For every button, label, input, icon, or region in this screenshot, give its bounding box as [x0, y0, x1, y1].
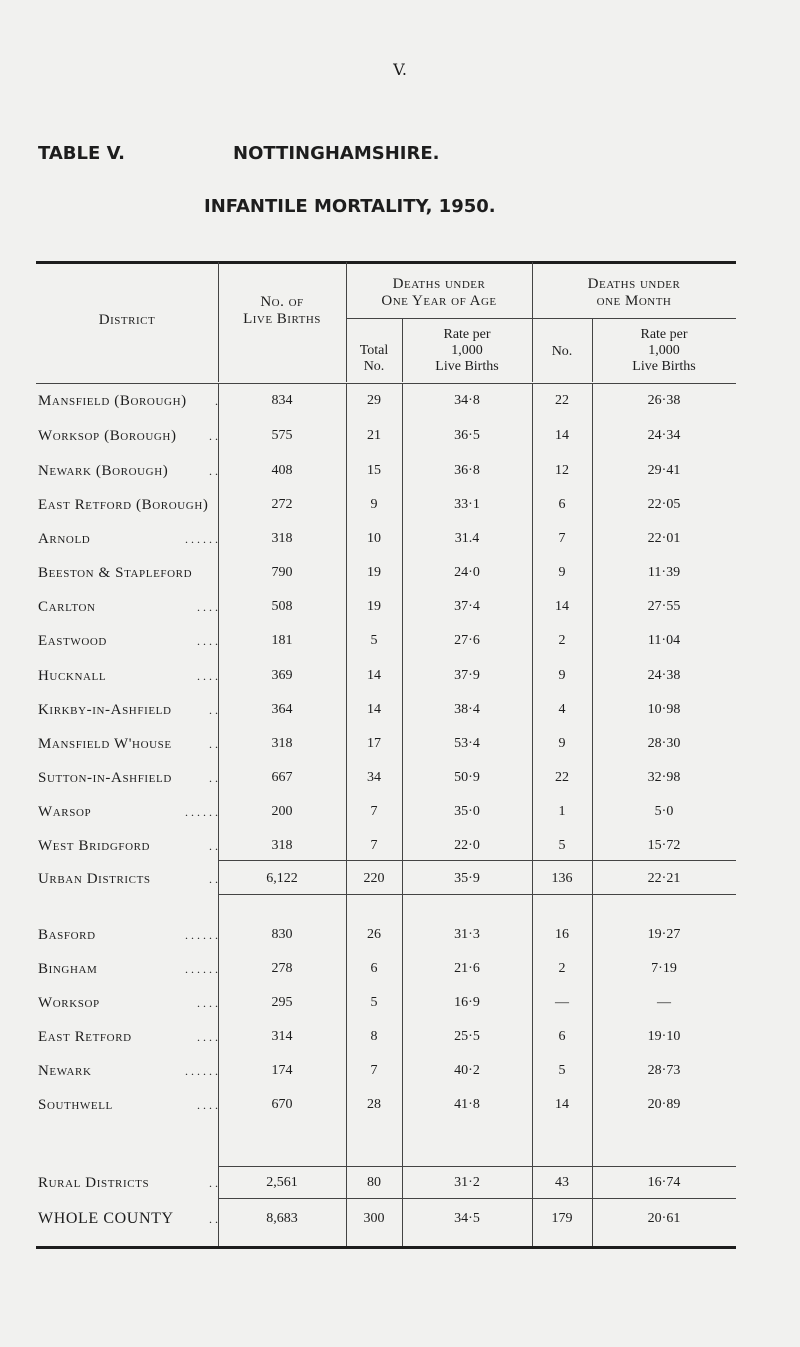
live-births: 834 — [271, 393, 293, 408]
deaths-month-rate: 32·98 — [647, 770, 681, 785]
deaths-month-rate: 11·04 — [647, 633, 681, 648]
live-births: 278 — [271, 961, 293, 976]
live-births: 314 — [271, 1029, 293, 1044]
deaths-month-rate: 19·27 — [647, 927, 681, 942]
deaths-month-no: 12 — [555, 463, 569, 478]
deaths-year-rate: 37·9 — [454, 668, 480, 683]
header-deaths-under-one-month: Deaths under one Month — [587, 276, 681, 309]
deaths-month-no: 7 — [558, 531, 566, 546]
leader-dots: . . — [209, 872, 218, 886]
deaths-year-rate: 34·5 — [454, 1211, 480, 1226]
county-title: NOTTINGHAMSHIRE. — [233, 143, 440, 164]
header-total-no: Total No. — [359, 343, 389, 374]
deaths-month-rate: 19·10 — [647, 1029, 681, 1044]
header-subgroup-rule — [346, 318, 736, 319]
live-births: 318 — [271, 838, 293, 853]
district-name: Kirkby-in-Ashfield — [38, 702, 172, 718]
deaths-year-rate: 36·8 — [454, 463, 480, 478]
deaths-year-total: 5 — [370, 995, 378, 1010]
deaths-year-total: 28 — [367, 1097, 381, 1112]
deaths-year-total: 8 — [370, 1029, 378, 1044]
table-row — [36, 1059, 736, 1083]
subtotal-row — [36, 1171, 736, 1195]
district-name: Urban Districts — [38, 871, 151, 887]
table-row — [36, 459, 736, 483]
deaths-year-rate: 21·6 — [454, 961, 480, 976]
deaths-year-rate: 40·2 — [454, 1063, 480, 1078]
district-name: Basford — [38, 927, 96, 943]
deaths-month-rate: 10·98 — [647, 702, 681, 717]
leader-dots: . . . . — [197, 1098, 218, 1112]
deaths-year-total: 17 — [367, 736, 381, 751]
table-subtitle: INFANTILE MORTALITY, 1950. — [204, 196, 496, 217]
district-name: Mansfield W'house — [38, 736, 172, 752]
live-births: 8,683 — [266, 1211, 298, 1226]
district-name: Southwell — [38, 1097, 113, 1113]
deaths-year-rate: 31·3 — [454, 927, 480, 942]
district-name: East Retford — [38, 1029, 132, 1045]
header-live-births: No. of Live Births — [243, 294, 321, 327]
live-births: 200 — [271, 804, 293, 819]
district-name: East Retford (Borough) — [38, 497, 209, 513]
district-name: Newark (Borough) — [38, 463, 169, 479]
leader-dots: . . — [209, 1176, 218, 1190]
deaths-year-total: 15 — [367, 463, 381, 478]
leader-dots: . . . . — [197, 996, 218, 1010]
table-row — [36, 1093, 736, 1117]
deaths-month-no: 1 — [558, 804, 566, 819]
deaths-month-no: 22 — [555, 393, 569, 408]
deaths-month-no: 2 — [558, 633, 566, 648]
district-name: Eastwood — [38, 633, 107, 649]
district-name: Newark — [38, 1063, 92, 1079]
deaths-month-no: 136 — [551, 871, 573, 886]
live-births: 508 — [271, 599, 293, 614]
deaths-year-rate: 36·5 — [454, 428, 480, 443]
leader-dots: . . — [209, 771, 218, 785]
leader-dots: . . — [209, 1212, 218, 1226]
deaths-year-total: 7 — [370, 1063, 378, 1078]
deaths-year-rate: 37·4 — [454, 599, 480, 614]
total-row — [36, 1207, 736, 1231]
table-row — [36, 389, 736, 413]
deaths-year-rate: 35·9 — [454, 871, 480, 886]
header-district: District — [98, 312, 156, 328]
district-name: Beeston & Stapleford — [38, 565, 193, 581]
table-row — [36, 766, 736, 790]
deaths-year-rate: 41·8 — [454, 1097, 480, 1112]
deaths-month-rate: 5·0 — [654, 804, 674, 819]
live-births: 408 — [271, 463, 293, 478]
deaths-year-rate: 53·4 — [454, 736, 480, 751]
deaths-month-no: 5 — [558, 1063, 566, 1078]
leader-dots: . . — [209, 737, 218, 751]
header-deaths-under-one-year: Deaths under One Year of Age — [381, 276, 497, 309]
deaths-month-rate: 24·38 — [647, 668, 681, 683]
deaths-year-total: 300 — [363, 1211, 385, 1226]
deaths-year-total: 34 — [367, 770, 381, 785]
deaths-month-no: 9 — [558, 668, 566, 683]
table-row — [36, 493, 736, 517]
leader-dots: . . . . — [197, 600, 218, 614]
deaths-year-rate: 33·1 — [454, 497, 480, 512]
deaths-year-rate: 34·8 — [454, 393, 480, 408]
deaths-year-total: 14 — [367, 702, 381, 717]
district-name: Worksop — [38, 995, 100, 1011]
leader-dots: . . . . . . — [185, 928, 218, 942]
live-births: 2,561 — [266, 1175, 298, 1190]
district-name: WHOLE COUNTY — [38, 1210, 174, 1227]
district-name: Warsop — [38, 804, 92, 820]
deaths-year-total: 80 — [367, 1175, 381, 1190]
subtotal-rule — [218, 894, 736, 895]
deaths-month-no: 43 — [555, 1175, 569, 1190]
deaths-month-no: 14 — [555, 599, 569, 614]
table-row — [36, 957, 736, 981]
deaths-month-rate: 11·39 — [647, 565, 681, 580]
table-row — [36, 800, 736, 824]
leader-dots: . — [215, 394, 218, 408]
district-name: Arnold — [38, 531, 91, 547]
deaths-year-rate: 25·5 — [454, 1029, 480, 1044]
deaths-month-no: 179 — [551, 1211, 573, 1226]
table-row — [36, 923, 736, 947]
district-name: Sutton-in-Ashfield — [38, 770, 172, 786]
live-births: 318 — [271, 736, 293, 751]
district-name: Carlton — [38, 599, 96, 615]
deaths-month-rate: 22·21 — [647, 871, 681, 886]
table-row — [36, 561, 736, 585]
table-row — [36, 527, 736, 551]
live-births: 295 — [271, 995, 293, 1010]
deaths-month-rate: 20·89 — [647, 1097, 681, 1112]
leader-dots: . . . . . . — [185, 805, 218, 819]
deaths-month-no: 22 — [555, 770, 569, 785]
live-births: 174 — [271, 1063, 293, 1078]
deaths-month-no: 9 — [558, 736, 566, 751]
deaths-month-no: 4 — [558, 702, 566, 717]
deaths-month-rate: 7·19 — [651, 961, 677, 976]
leader-dots: . . — [209, 429, 218, 443]
live-births: 6,122 — [266, 871, 298, 886]
deaths-year-rate: 35·0 — [454, 804, 480, 819]
table-row — [36, 834, 736, 858]
deaths-month-rate: 22·01 — [647, 531, 681, 546]
live-births: 830 — [271, 927, 293, 942]
deaths-year-rate: 31.4 — [454, 531, 480, 546]
deaths-year-total: 6 — [370, 961, 378, 976]
deaths-month-no: 6 — [558, 497, 566, 512]
deaths-year-total: 21 — [367, 428, 381, 443]
deaths-month-rate: 26·38 — [647, 393, 681, 408]
table-row — [36, 1025, 736, 1049]
deaths-year-total: 26 — [367, 927, 381, 942]
district-name: Hucknall — [38, 668, 107, 684]
live-births: 369 — [271, 668, 293, 683]
district-name: West Bridgford — [38, 838, 151, 854]
header-rate-year: Rate per 1,000 Live Births — [435, 327, 499, 374]
deaths-year-rate: 22·0 — [454, 838, 480, 853]
header-bottom-rule — [36, 383, 736, 384]
deaths-month-no: 6 — [558, 1029, 566, 1044]
district-name: Rural Districts — [38, 1175, 150, 1191]
live-births: 667 — [271, 770, 293, 785]
subtotal-row — [36, 867, 736, 891]
deaths-year-rate: 24·0 — [454, 565, 480, 580]
table-row — [36, 991, 736, 1015]
table-label: TABLE V. — [38, 143, 126, 164]
deaths-year-rate: 38·4 — [454, 702, 480, 717]
deaths-year-total: 5 — [370, 633, 378, 648]
table-row — [36, 595, 736, 619]
deaths-month-rate: 15·72 — [647, 838, 681, 853]
deaths-month-rate: — — [657, 995, 671, 1010]
deaths-month-no: 16 — [555, 927, 569, 942]
deaths-month-rate: 28·30 — [647, 736, 681, 751]
leader-dots: . . . . . . — [185, 962, 218, 976]
deaths-year-rate: 31·2 — [454, 1175, 480, 1190]
leader-dots: . . . . . . — [185, 1064, 218, 1078]
table-row — [36, 629, 736, 653]
deaths-month-rate: 27·55 — [647, 599, 681, 614]
deaths-year-total: 14 — [367, 668, 381, 683]
live-births: 272 — [271, 497, 293, 512]
deaths-month-no: 14 — [555, 428, 569, 443]
table-row — [36, 424, 736, 448]
leader-dots: . . . . — [197, 669, 218, 683]
deaths-month-rate: 24·34 — [647, 428, 681, 443]
subtotal-rule — [218, 860, 736, 861]
live-births: 575 — [271, 428, 293, 443]
deaths-year-total: 7 — [370, 804, 378, 819]
deaths-year-total: 19 — [367, 565, 381, 580]
live-births: 318 — [271, 531, 293, 546]
deaths-month-rate: 20·61 — [647, 1211, 681, 1226]
deaths-month-rate: 16·74 — [647, 1175, 681, 1190]
deaths-month-no: 14 — [555, 1097, 569, 1112]
page-number: V. — [393, 60, 407, 79]
deaths-year-rate: 27·6 — [454, 633, 480, 648]
leader-dots: . . . . . . — [185, 532, 218, 546]
deaths-month-rate: 22·05 — [647, 497, 681, 512]
deaths-year-total: 220 — [363, 871, 385, 886]
deaths-month-rate: 29·41 — [647, 463, 681, 478]
district-name: Bingham — [38, 961, 98, 977]
subtotal-rule — [218, 1198, 736, 1199]
table-bottom-rule — [36, 1246, 736, 1249]
live-births: 364 — [271, 702, 293, 717]
leader-dots: . . — [209, 464, 218, 478]
table-row — [36, 698, 736, 722]
table-top-rule — [36, 261, 736, 264]
live-births: 790 — [271, 565, 293, 580]
deaths-month-no: 5 — [558, 838, 566, 853]
deaths-year-total: 10 — [367, 531, 381, 546]
deaths-month-no: 2 — [558, 961, 566, 976]
subtotal-rule — [218, 1166, 736, 1167]
deaths-month-rate: 28·73 — [647, 1063, 681, 1078]
deaths-month-no: 9 — [558, 565, 566, 580]
deaths-year-rate: 50·9 — [454, 770, 480, 785]
deaths-year-total: 19 — [367, 599, 381, 614]
deaths-year-total: 7 — [370, 838, 378, 853]
leader-dots: . . . . — [197, 634, 218, 648]
header-rate-month: Rate per 1,000 Live Births — [632, 327, 696, 374]
deaths-month-no: — — [555, 995, 569, 1010]
table-row — [36, 664, 736, 688]
deaths-year-total: 9 — [370, 497, 378, 512]
header-no: No. — [551, 344, 573, 359]
live-births: 670 — [271, 1097, 293, 1112]
table-row — [36, 732, 736, 756]
deaths-year-total: 29 — [367, 393, 381, 408]
live-births: 181 — [271, 633, 293, 648]
deaths-year-rate: 16·9 — [454, 995, 480, 1010]
district-name: Worksop (Borough) — [38, 428, 177, 444]
leader-dots: . . . . — [197, 1030, 218, 1044]
leader-dots: . . — [209, 839, 218, 853]
leader-dots: . . — [209, 703, 218, 717]
district-name: Mansfield (Borough) — [38, 393, 187, 409]
